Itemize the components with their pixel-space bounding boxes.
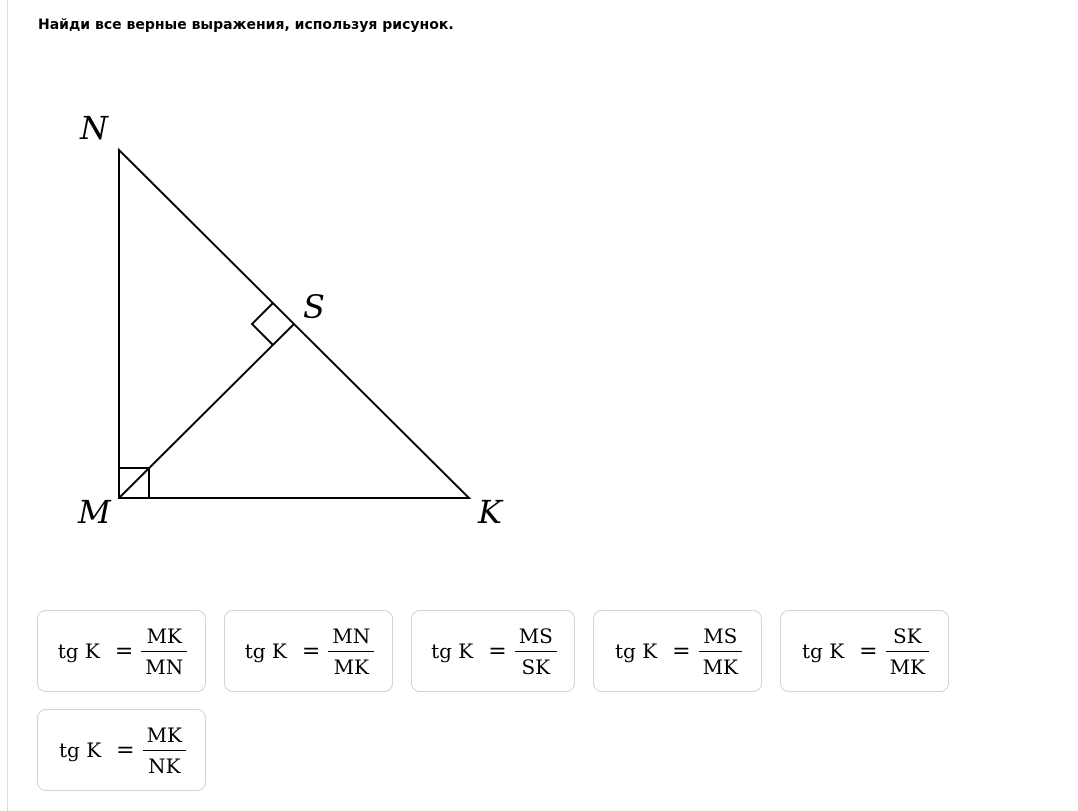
function-name: tg K <box>431 639 474 663</box>
denominator: MK <box>699 651 742 679</box>
formula <box>615 624 740 679</box>
denominator: MN <box>141 651 187 679</box>
answer-option[interactable] <box>37 709 206 791</box>
equals-sign: = <box>114 638 134 664</box>
denominator: MK <box>328 651 374 679</box>
equals-sign: = <box>488 638 507 664</box>
function-name: tg K <box>615 639 658 663</box>
function-name: tg K <box>802 639 845 663</box>
fraction <box>330 624 372 679</box>
answer-option[interactable] <box>780 610 949 692</box>
numerator: MN <box>332 623 371 648</box>
triangle-figure <box>0 0 560 560</box>
fraction <box>701 624 740 679</box>
formula <box>802 624 927 679</box>
right-angle-mark-s <box>252 303 273 345</box>
formula <box>59 723 184 778</box>
equals-sign: = <box>859 638 878 664</box>
function-name: tg K <box>244 639 287 663</box>
denominator: MK <box>886 651 929 679</box>
function-name: tg K <box>59 738 102 762</box>
label-m: M <box>78 493 111 531</box>
label-n: N <box>80 109 108 147</box>
fraction <box>517 624 555 679</box>
answer-option[interactable] <box>224 610 393 692</box>
formula <box>431 624 555 679</box>
label-s: S <box>303 288 325 326</box>
denominator: SK <box>515 651 557 679</box>
fraction <box>145 723 184 778</box>
formula <box>245 624 373 679</box>
answer-option[interactable] <box>593 610 762 692</box>
question-text: Найди все верные выражения, используя рисунок. <box>38 17 454 33</box>
label-k: K <box>478 493 502 531</box>
formula <box>58 624 186 679</box>
numerator: MS <box>703 623 738 648</box>
answer-option[interactable] <box>411 610 575 692</box>
fraction <box>888 624 927 679</box>
numerator: MK <box>146 722 182 747</box>
numerator: SK <box>892 623 922 648</box>
altitude-ms <box>119 324 294 498</box>
fraction <box>143 624 185 679</box>
equals-sign: = <box>672 638 691 664</box>
denominator: NK <box>143 750 186 778</box>
function-name: tg K <box>57 639 100 663</box>
numerator: MS <box>518 623 553 648</box>
equals-sign: = <box>116 737 135 763</box>
answer-option[interactable] <box>37 610 206 692</box>
numerator: MK <box>146 623 182 648</box>
equals-sign: = <box>301 638 321 664</box>
